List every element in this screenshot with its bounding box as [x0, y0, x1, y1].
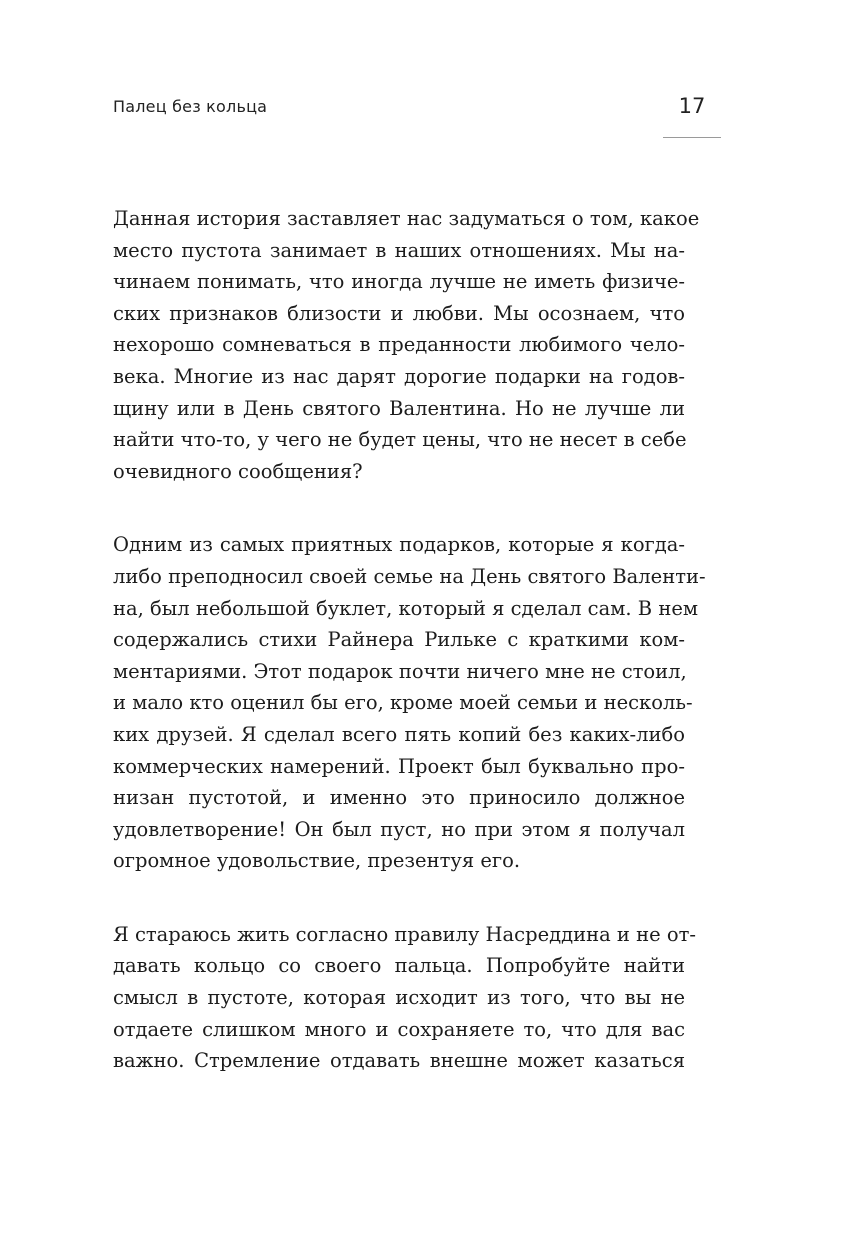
paragraph-gap [113, 877, 685, 919]
text-line: низан пустотой, и именно это приносило должное [113, 786, 685, 810]
text-line: очевидного сообщения? [113, 459, 363, 483]
text-line: Одним из самых приятных подарков, которые я когда- [113, 533, 685, 557]
paragraph-2 [113, 529, 706, 877]
paragraph-3 [113, 919, 696, 1077]
text-line: смысл в пустоте, которая исходит из того, что вы не [113, 986, 685, 1010]
text-line: место пустота занимает в наших отношениях. Мы на- [113, 238, 685, 262]
text-line: найти что-то, у чего не будет цены, что не несет в себе [113, 428, 687, 452]
running-head-title: Палец без кольца [113, 97, 268, 116]
text-line: века. Многие из нас дарят дорогие подарки на годов- [113, 364, 685, 388]
text-line: ских признаков близости и любви. Мы осознаем, что [113, 301, 685, 325]
text-line: давать кольцо со своего пальца. Попробуйте найти [113, 954, 685, 978]
text-line: либо преподносил своей семье на День святого Валенти- [113, 564, 706, 588]
text-line: ких друзей. Я сделал всего пять копий без каких-либо [113, 722, 685, 746]
text-line: отдаете слишком много и сохраняете то, что для вас [113, 1017, 685, 1041]
text-line: коммерческих намерений. Проект был буквально про- [113, 754, 685, 778]
page-number-rule [663, 137, 721, 138]
text-line: и мало кто оценил бы его, кроме моей семьи и несколь- [113, 691, 693, 715]
text-line: огромное удовольствие, презентуя его. [113, 849, 521, 873]
paragraph-1 [113, 203, 700, 487]
page-number: 17 [678, 94, 706, 118]
body-text [113, 203, 706, 1077]
text-line: важно. Стремление отдавать внешне может казаться [113, 1049, 685, 1073]
text-line: чинаем понимать, что иногда лучше не иметь физиче- [113, 270, 685, 294]
text-line: ментариями. Этот подарок почти ничего мне не стоил, [113, 659, 687, 683]
text-line: содержались стихи Райнера Рильке с краткими ком- [113, 628, 685, 652]
text-line: щину или в День святого Валентина. Но не лучше ли [113, 396, 685, 420]
paragraph-gap [113, 487, 685, 529]
text-line: удовлетворение! Он был пуст, но при этом я получал [113, 817, 685, 841]
text-line: Я стараюсь жить согласно правилу Насреддина и не от- [113, 922, 696, 946]
text-line: на, был небольшой буклет, который я сделал сам. В нем [113, 596, 699, 620]
text-line: нехорошо сомневаться в преданности любимого чело- [113, 333, 685, 357]
text-line: Данная история заставляет нас задуматься о том, какое [113, 207, 700, 230]
